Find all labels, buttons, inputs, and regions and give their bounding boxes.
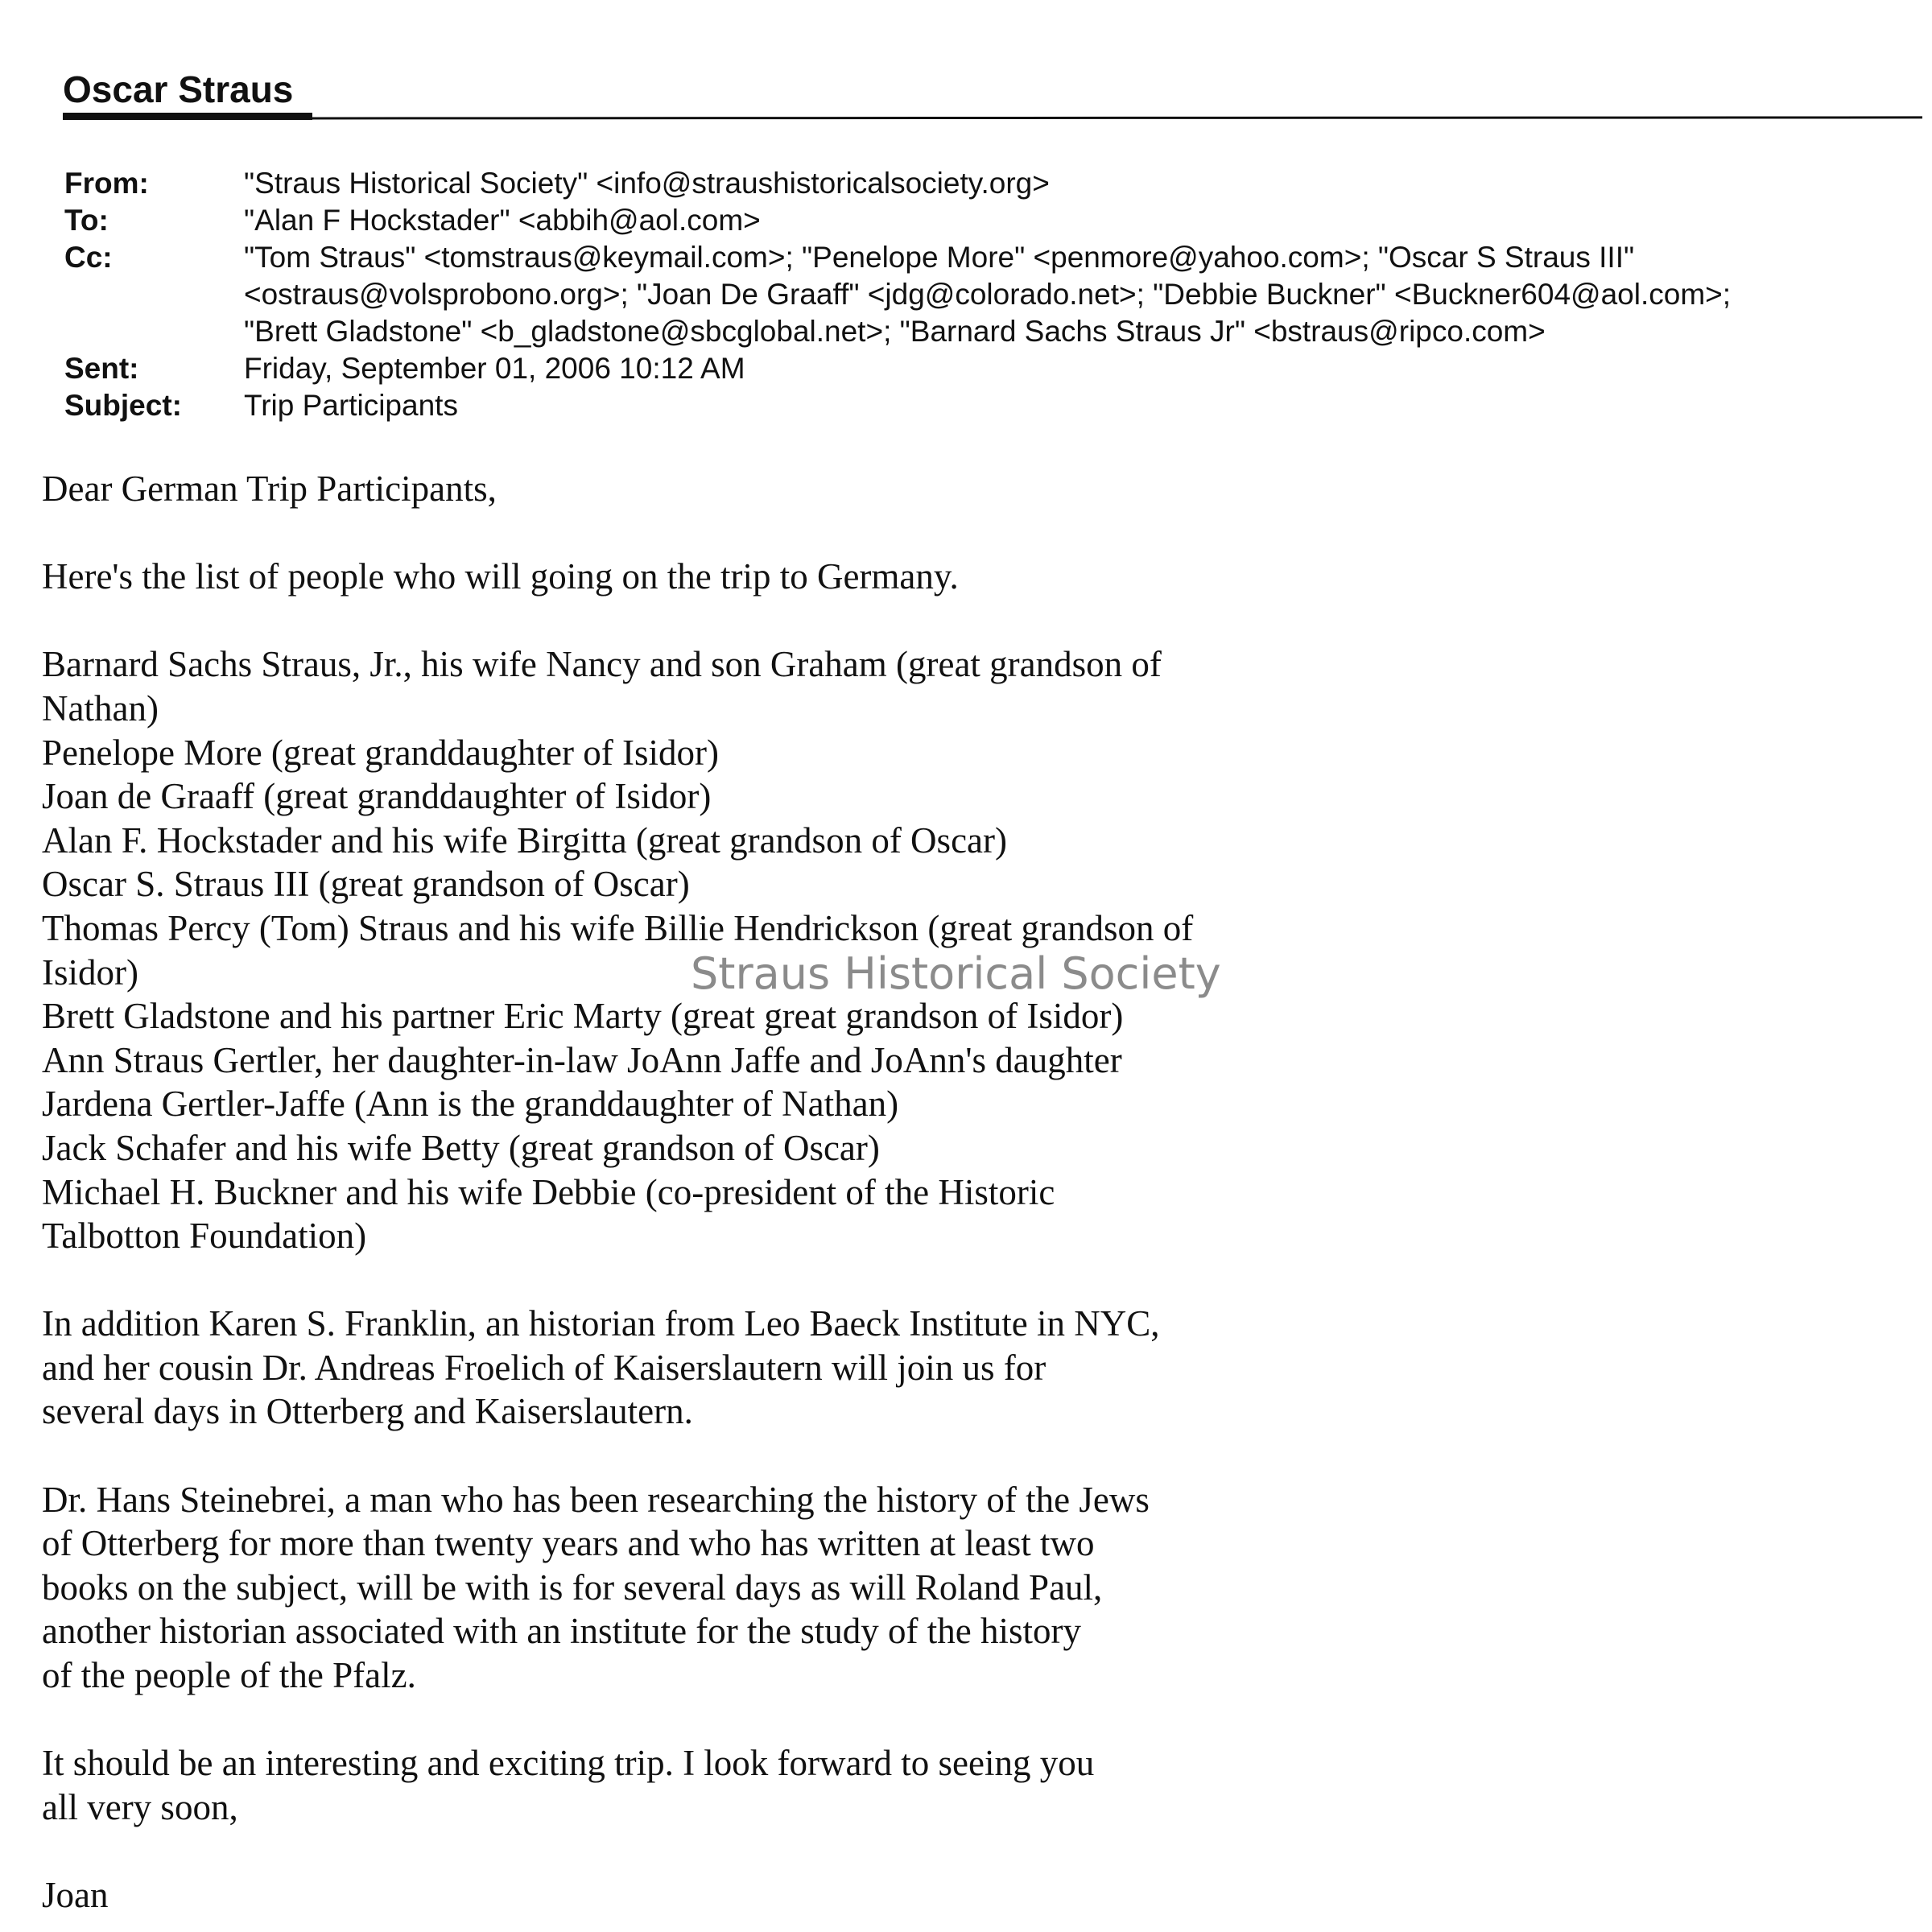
sent-label: Sent:	[64, 352, 139, 385]
to-label: To:	[64, 204, 109, 237]
cc-row	[64, 239, 1894, 350]
page-title: Oscar Straus	[63, 68, 294, 110]
cc-line: <ostraus@volsprobono.org>; "Joan De Graaff" <jdg@colorado.net>; "Debbie Buckner" <Buckner604@aol.com>;	[244, 278, 1732, 311]
list-item: Jardena Gertler-Jaffe (Ann is the granddaughter of Nathan)	[42, 1084, 899, 1125]
list-item: Isidor)	[42, 952, 138, 993]
paragraph-line: It should be an interesting and exciting trip. I look forward to seeing you	[42, 1743, 1095, 1784]
to-row	[64, 202, 1894, 239]
subject-row	[64, 387, 1894, 424]
cc-line: "Brett Gladstone" <b_gladstone@sbcglobal.net>; "Barnard Sachs Straus Jr" <bstraus@ripco.com>	[244, 315, 1546, 348]
list-item: Oscar S. Straus III (great grandson of Oscar)	[42, 864, 690, 905]
list-item: Brett Gladstone and his partner Eric Marty (great great grandson of Isidor)	[42, 996, 1124, 1037]
paragraph-line: all very soon,	[42, 1786, 238, 1827]
email-header	[64, 165, 1894, 424]
watermark: Straus Historical Society	[691, 948, 1221, 999]
list-item: Jack Schafer and his wife Betty (great grandson of Oscar)	[42, 1127, 880, 1168]
list-item: Ann Straus Gertler, her daughter-in-law JoAnn Jaffe and JoAnn's daughter	[42, 1039, 1122, 1080]
list-item: Joan de Graaff (great granddaughter of Isidor)	[42, 776, 712, 817]
sent-value: Friday, September 01, 2006 10:12 AM	[244, 352, 745, 385]
paragraph-line: and her cousin Dr. Andreas Froelich of Kaiserslautern will join us for	[42, 1347, 1046, 1388]
from-row	[64, 165, 1894, 202]
list-item: Nathan)	[42, 687, 159, 729]
list-item: Alan F. Hockstader and his wife Birgitta (great grandson of Oscar)	[42, 819, 1007, 861]
paragraph-line: of Otterberg for more than twenty years and who has written at least two	[42, 1523, 1095, 1564]
list-item: Penelope More (great granddaughter of Isidor)	[42, 732, 719, 773]
subject-label: Subject:	[64, 389, 182, 422]
list-item: Michael H. Buckner and his wife Debbie (co-president of the Historic	[42, 1171, 1055, 1212]
greeting: Dear German Trip Participants,	[42, 469, 497, 509]
list-item: Thomas Percy (Tom) Straus and his wife Billie Hendrickson (great grandson of	[42, 907, 1194, 948]
paragraph-line: In addition Karen S. Franklin, an historian from Leo Baeck Institute in NYC,	[42, 1303, 1160, 1344]
paragraph-line: books on the subject, will be with is for several days as will Roland Paul,	[42, 1567, 1103, 1608]
from-value: "Straus Historical Society" <info@straushistoricalsociety.org>	[244, 167, 1050, 200]
cc-value	[244, 239, 1894, 350]
subject-value: Trip Participants	[244, 389, 458, 422]
paragraph-line: another historian associated with an institute for the study of the history	[42, 1611, 1081, 1652]
paragraph-line: of the people of the Pfalz.	[42, 1655, 416, 1696]
list-item: Barnard Sachs Straus, Jr., his wife Nancy and son Graham (great grandson of	[42, 644, 1162, 685]
paragraph-steinebrei	[42, 1478, 1410, 1698]
from-label: From:	[64, 167, 149, 200]
signature: Joan	[42, 1875, 109, 1915]
paragraph-historians	[42, 1302, 1410, 1434]
paragraph-line: several days in Otterberg and Kaiserslautern.	[42, 1391, 693, 1432]
paragraph-closing	[42, 1741, 1410, 1829]
cc-line: "Tom Straus" <tomstraus@keymail.com>; "Penelope More" <penmore@yahoo.com>; "Oscar S Straus III"	[244, 241, 1635, 274]
sent-row	[64, 350, 1894, 387]
list-item: Talbotton Foundation)	[42, 1216, 367, 1257]
to-value: "Alan F Hockstader" <abbih@aol.com>	[244, 204, 761, 237]
header-rule	[63, 116, 1922, 119]
email-body	[42, 467, 1410, 1918]
paragraph-line: Dr. Hans Steinebrei, a man who has been researching the history of the Jews	[42, 1479, 1150, 1520]
intro: Here's the list of people who will going on the trip to Germany.	[42, 556, 959, 597]
cc-label: Cc:	[64, 241, 113, 274]
